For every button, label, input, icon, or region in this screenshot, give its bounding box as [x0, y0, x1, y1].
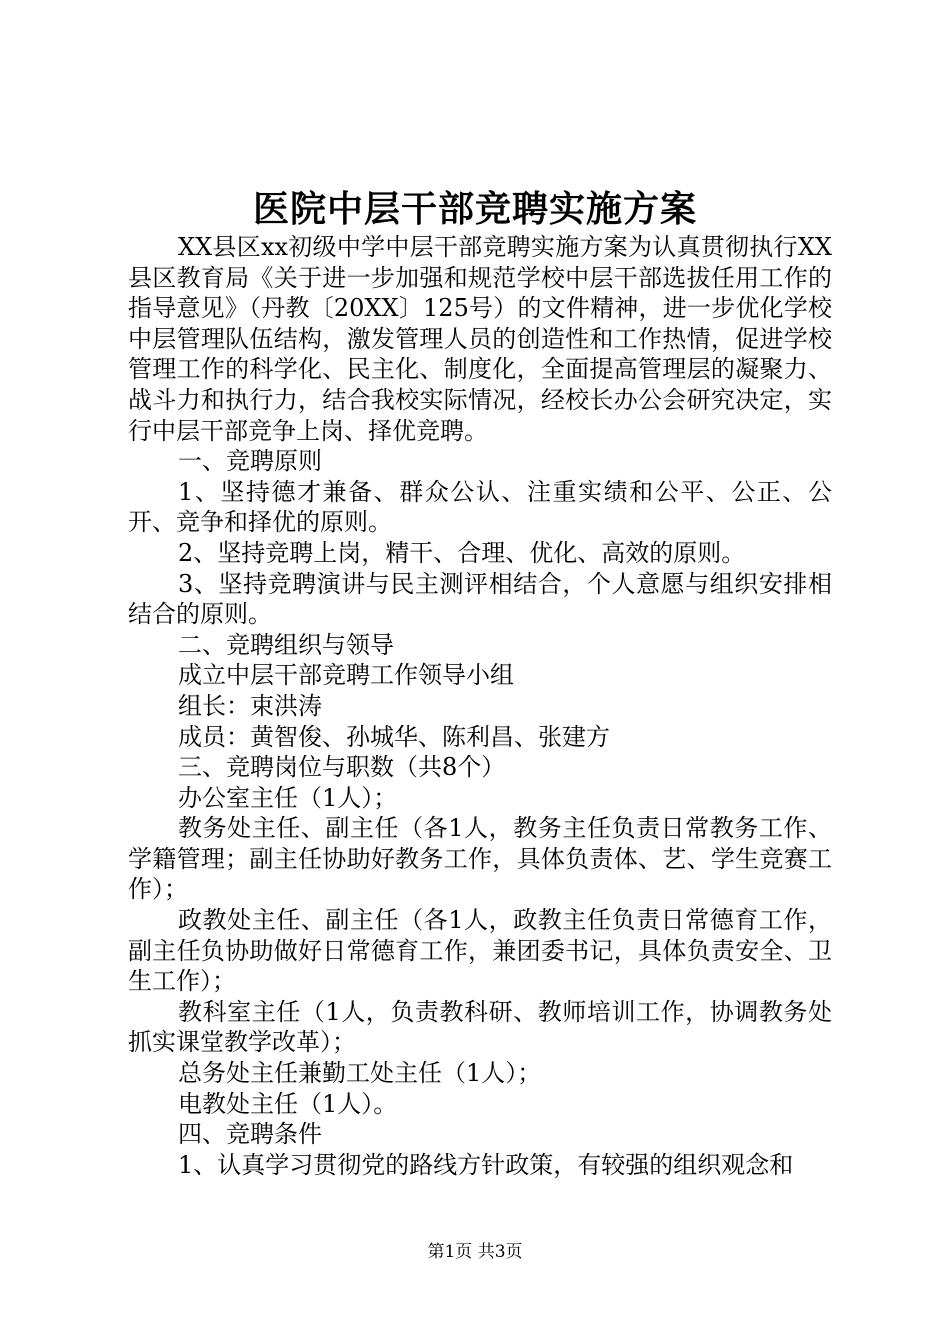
document-title: 医院中层干部竞聘实施方案: [252, 188, 697, 230]
paragraph-intro: XX县区xx初级中学中层干部竞聘实施方案为认真贯彻执行XX县区教育局《关于进一步加强和规范学校中层干部选拔任用工作的指导意见》（丹教〔20XX〕125号）的文件精神，进一步优化学校中层管理队伍结构，激发管理人员的创造性和工作热情，促进学校管理工作的科学化、民主化、制度化，全面提高管理层的凝聚力、战斗力和执行力，结合我校实际情况，经校长办公会研究决定，实行中层干部竞争上岗、择优竞聘。: [128, 233, 832, 445]
paragraph-position-av: 电教处主任（1人）。: [178, 1089, 398, 1118]
paragraph-position-office: 办公室主任（1人）；: [178, 783, 398, 812]
paragraph-group-members: 成员：黄智俊、孙城华、陈利昌、张建方: [178, 722, 610, 751]
paragraph-position-academic: 教务处主任、副主任（各1人，教务主任负责日常教务工作、学籍管理；副主任协助好教务工作，具体负责体、艺、学生竞赛工作）；: [128, 814, 832, 904]
section-heading-positions: 三、竞聘岗位与职数（共8个）: [178, 753, 506, 782]
paragraph-position-political: 政教处主任、副主任（各1人，政教主任负责日常德育工作，副主任负协助做好日常德育工作，兼团委书记，具体负责安全、卫生工作）；: [128, 906, 832, 996]
document-body: [128, 232, 832, 1180]
section-heading-conditions: 四、竞聘条件: [178, 1120, 322, 1149]
paragraph-position-general-affairs: 总务处主任兼勤工处主任（1人）；: [178, 1059, 542, 1088]
paragraph-condition-1: 1、认真学习贯彻党的路线方针政策，有较强的组织观念和: [178, 1150, 794, 1179]
paragraph-group-leader: 组长：束洪涛: [178, 691, 322, 720]
paragraph-leading-group: 成立中层干部竞聘工作领导小组: [178, 661, 514, 690]
paragraph-position-research: 教科室主任（1人，负责教科研、教师培训工作，协调教务处抓实课堂教学改革）；: [128, 997, 832, 1057]
paragraph-principle-2: 2、坚持竞聘上岗，精干、合理、优化、高效的原则。: [178, 538, 746, 567]
paragraph-principle-1: 1、坚持德才兼备、群众公认、注重实绩和公平、公正、公开、竞争和择优的原则。: [128, 477, 832, 537]
paragraph-principle-3: 3、坚持竞聘演讲与民主测评相结合，个人意愿与组织安排相结合的原则。: [128, 569, 832, 629]
page-footer: 第1页 共3页: [427, 1242, 523, 1262]
section-heading-principles: 一、竞聘原则: [178, 447, 322, 476]
section-heading-organization: 二、竞聘组织与领导: [178, 630, 394, 659]
